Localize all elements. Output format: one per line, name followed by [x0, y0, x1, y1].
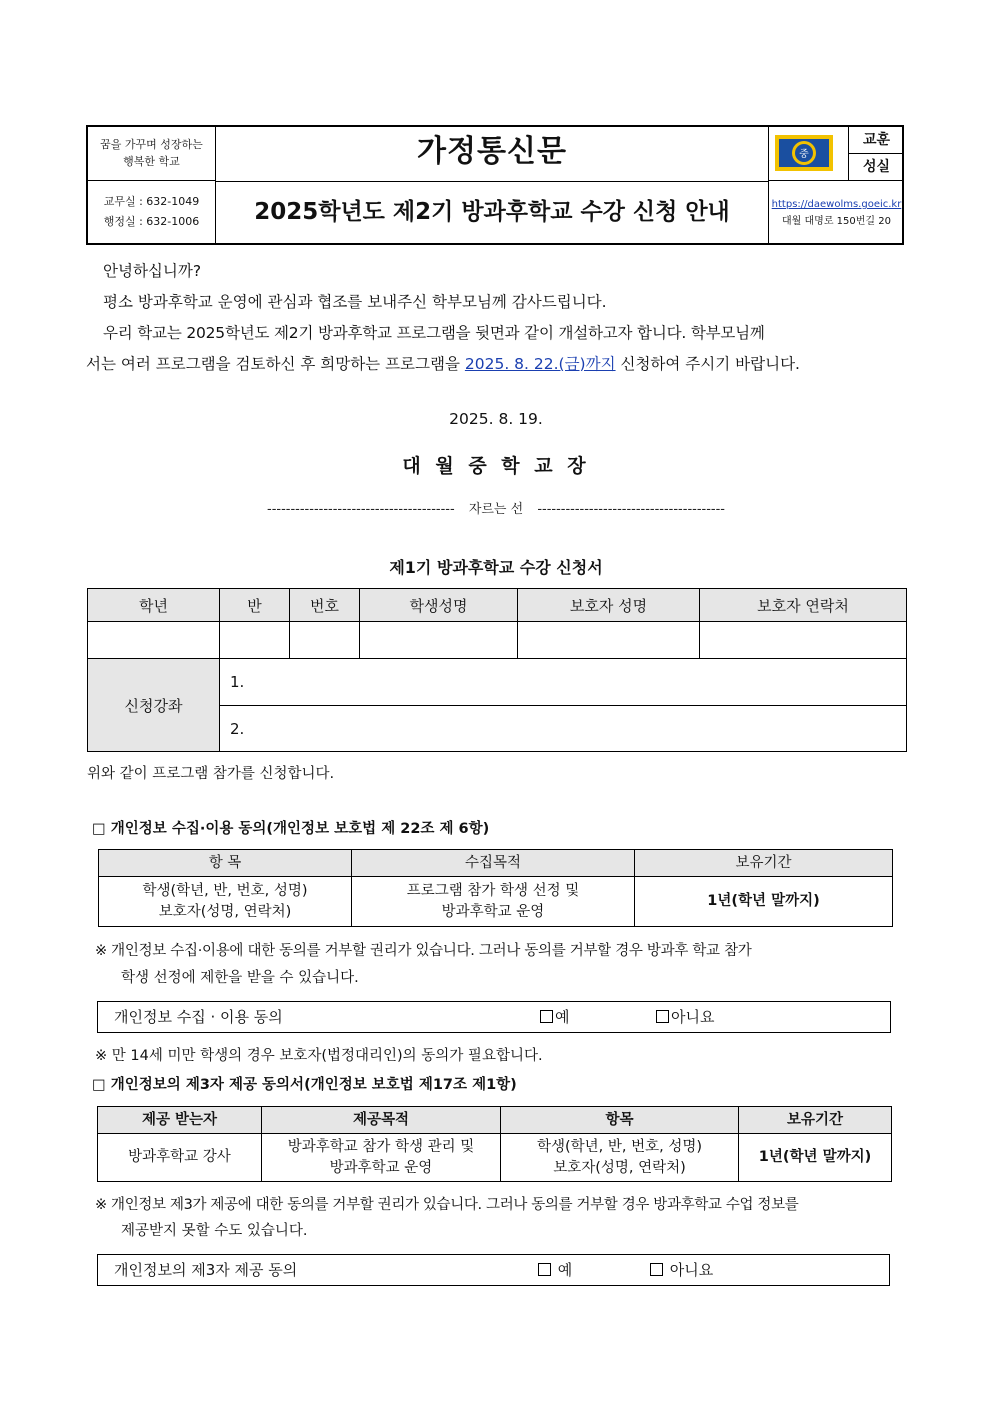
consent1-header-purpose: 수집목적	[352, 850, 635, 877]
checkbox-icon	[650, 1263, 663, 1276]
guardian-contact-input[interactable]	[700, 622, 907, 659]
header-guardian-name: 보호자 성명	[518, 589, 700, 622]
consent2-item: 학생(학년, 반, 번호, 성명) 보호자(성명, 연락처)	[501, 1134, 739, 1182]
consent1-purpose: 프로그램 참가 학생 선정 및 방과후학교 운영	[352, 877, 635, 927]
consent1-note-line-2: 학생 선정에 제한을 받을 수 있습니다.	[121, 970, 359, 986]
header-grade: 학년	[88, 589, 220, 622]
consent1-agree-label: 개인정보 수집 · 이용 동의	[114, 1008, 283, 1026]
consent1-table	[98, 849, 893, 927]
application-table	[87, 588, 907, 752]
contact-phones: 교무실 : 632-1049 행정실 : 632-1006	[88, 181, 216, 243]
consent1-period: 1년(학년 말까지)	[635, 877, 893, 927]
checkbox-icon	[540, 1010, 553, 1023]
consent2-table	[97, 1106, 892, 1182]
checkbox-icon	[656, 1010, 669, 1023]
deadline-date: 2025. 8. 22.(금)까지	[464, 355, 616, 373]
cut-line: ---------------------------------------- 자르는 선 ----------------------------------------	[267, 502, 725, 517]
application-statement: 위와 같이 프로그램 참가를 신청합니다.	[87, 766, 335, 782]
consent2-note-line-1: ※ 개인정보 제3가 제공에 대한 동의를 거부할 권리가 있습니다. 그러나 동의를 거부할 경우 방과후학교 수업 정보를	[95, 1197, 799, 1213]
number-input[interactable]	[290, 622, 360, 659]
consent2-header-item: 항목	[501, 1107, 739, 1134]
consent2-header-receiver: 제공 받는자	[98, 1107, 262, 1134]
application-header-row	[88, 589, 907, 622]
newsletter-title: 가정통신문	[216, 127, 768, 182]
application-title: 제1기 방과후학교 수강 신청서	[389, 558, 603, 577]
consent1-note-line-1: ※ 개인정보 수집·이용에 대한 동의를 거부할 권리가 있습니다. 그러나 동의를 거부할 경우 방과후 학교 참가	[95, 943, 752, 959]
checkbox-icon	[538, 1263, 551, 1276]
school-logo-icon	[768, 127, 848, 181]
student-name-input[interactable]	[360, 622, 518, 659]
newsletter-subtitle: 2025학년도 제2기 방과후학교 수강 신청 안내	[254, 199, 730, 225]
letter-date: 2025. 8. 19.	[449, 410, 543, 428]
school-info	[768, 181, 904, 243]
consent1-title: □ 개인정보 수집·이용 동의(개인정보 보호법 제 22조 제 6항)	[92, 821, 490, 837]
application-input-row	[88, 622, 907, 659]
header-student-name: 학생성명	[360, 589, 518, 622]
school-motto: 교훈 성실	[848, 127, 904, 181]
principal-signature: 대 월 중 학 교 장	[402, 455, 590, 477]
consent2-yes-checkbox[interactable]: 예	[538, 1255, 572, 1286]
course-2-input[interactable]: 2.	[220, 706, 907, 752]
header-class: 반	[220, 589, 290, 622]
consent1-yes-checkbox[interactable]: 예	[540, 1002, 570, 1033]
grade-input[interactable]	[88, 622, 220, 659]
consent2-period: 1년(학년 말까지)	[739, 1134, 892, 1182]
class-input[interactable]	[220, 622, 290, 659]
header-guardian-contact: 보호자 연락처	[700, 589, 907, 622]
letter-line-2: 평소 방과후학교 운영에 관심과 협조를 보내주신 학부모님께 감사드립니다.	[103, 293, 607, 311]
header-number: 번호	[290, 589, 360, 622]
course-row-1	[88, 659, 907, 706]
consent2-purpose: 방과후학교 참가 학생 관리 및 방과후학교 운영	[262, 1134, 501, 1182]
consent2-agree-box	[97, 1254, 890, 1286]
consent2-header-purpose: 제공목적	[262, 1107, 501, 1134]
school-address: 대월 대명로 150번길 20	[782, 216, 891, 227]
newsletter-header	[86, 125, 904, 245]
consent1-header-period: 보유기간	[635, 850, 893, 877]
consent1-no-checkbox[interactable]: 아니요	[656, 1002, 714, 1033]
course-1-input[interactable]: 1.	[220, 659, 907, 706]
consent2-receiver: 방과후학교 강사	[98, 1134, 262, 1182]
consent1-item: 학생(학년, 반, 번호, 성명) 보호자(성명, 연락처)	[99, 877, 352, 927]
letter-line-3: 우리 학교는 2025학년도 제2기 방과후학교 프로그램을 뒷면과 같이 개설하고자 합니다. 학부모님께	[103, 324, 765, 342]
letter-line-4: 서는 여러 프로그램을 검토하신 후 희망하는 프로그램을 2025. 8. 22.(금)까지 신청하여 주시기 바랍니다.	[86, 355, 800, 373]
guardian-name-input[interactable]	[518, 622, 700, 659]
consent1-agree-box	[97, 1001, 891, 1033]
greeting: 안녕하십니까?	[103, 262, 202, 280]
consent2-note-line-2: 제공받지 못할 수도 있습니다.	[121, 1223, 308, 1239]
course-label: 신청강좌	[88, 659, 220, 752]
consent1-note-3: ※ 만 14세 미만 학생의 경우 보호자(법정대리인)의 동의가 필요합니다.	[95, 1048, 543, 1064]
consent2-title: □ 개인정보의 제3자 제공 동의서(개인정보 보호법 제17조 제1항)	[92, 1077, 517, 1093]
consent2-no-checkbox[interactable]: 아니요	[650, 1255, 713, 1286]
school-url-link[interactable]: https://daewolms.goeic.kr	[771, 199, 902, 210]
consent2-header-period: 보유기간	[739, 1107, 892, 1134]
school-slogan: 꿈을 가꾸며 성장하는 행복한 학교	[88, 127, 216, 181]
consent2-agree-label: 개인정보의 제3자 제공 동의	[114, 1261, 298, 1279]
consent1-header-item: 항 목	[99, 850, 352, 877]
svg-text:중: 중	[799, 149, 809, 160]
